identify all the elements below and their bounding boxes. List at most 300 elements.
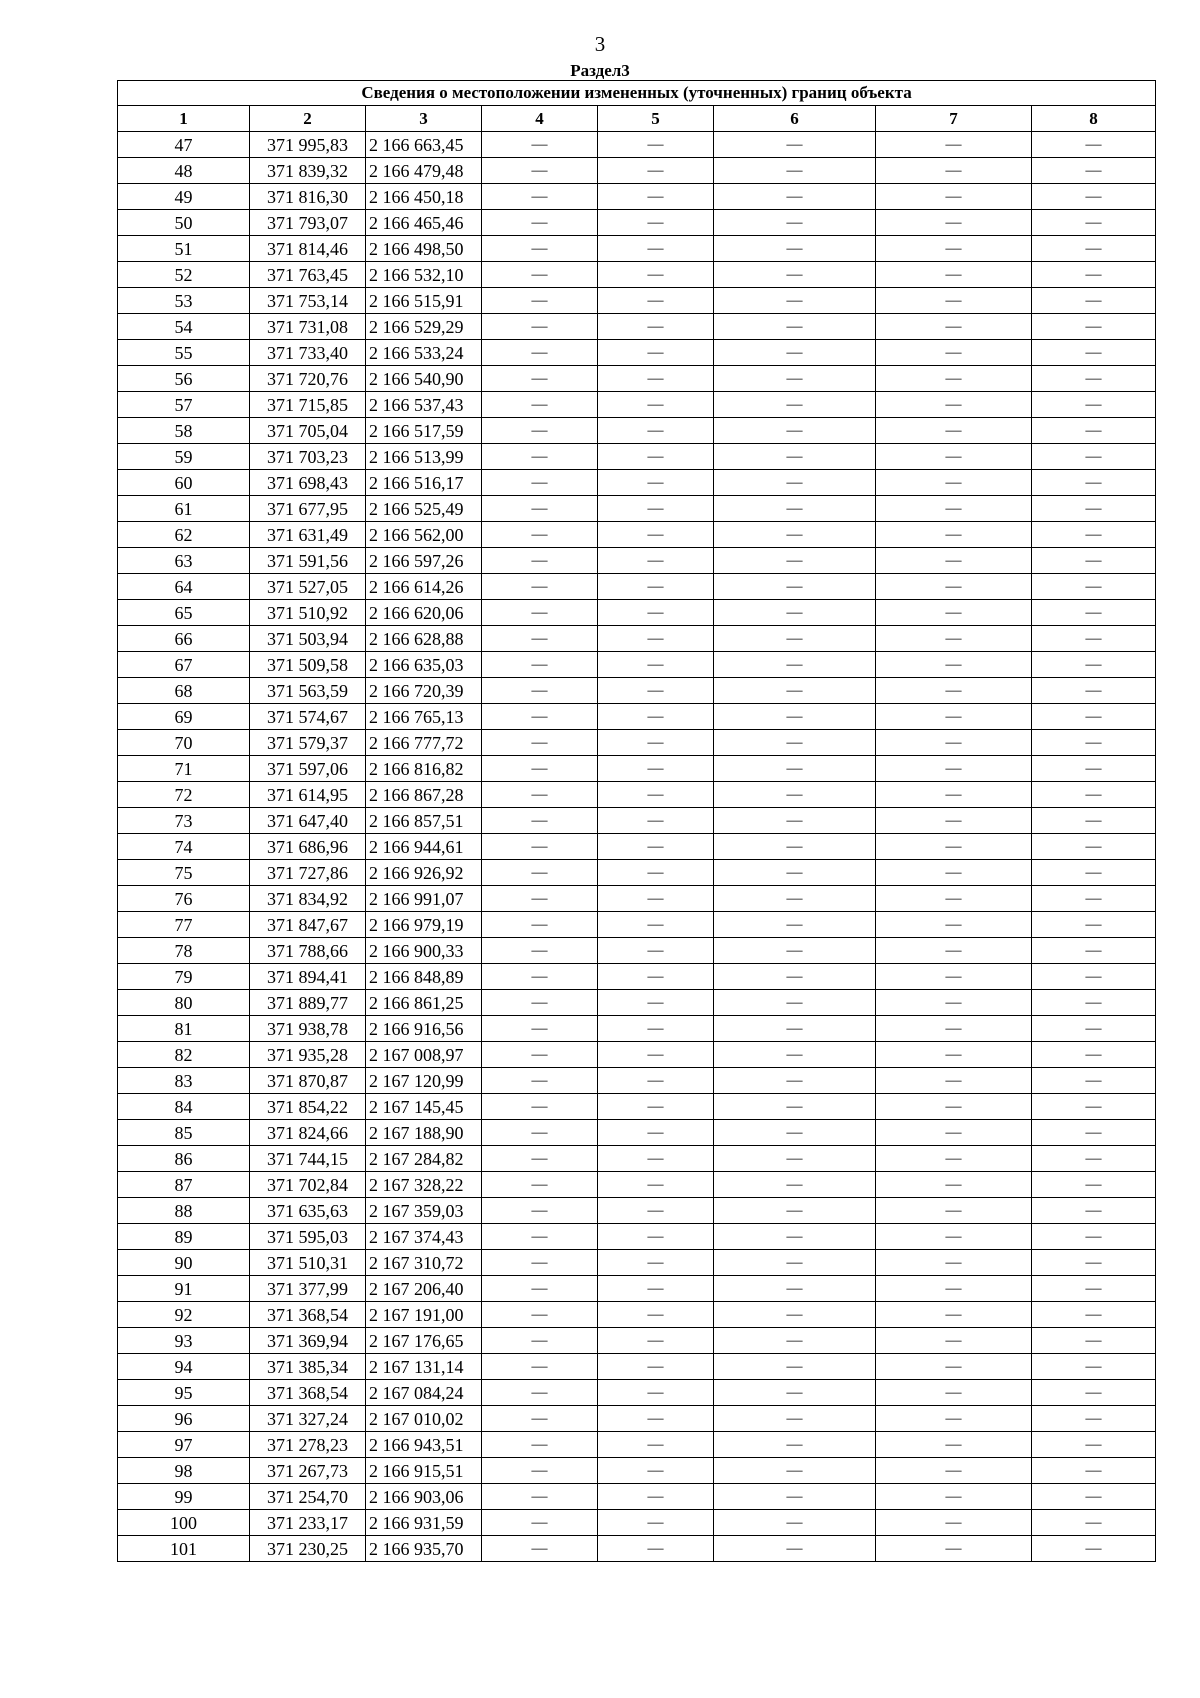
empty-value-cell: —	[714, 496, 876, 522]
empty-value-cell: —	[1032, 1432, 1156, 1458]
table-row	[118, 418, 1156, 444]
empty-value-cell: —	[876, 1224, 1032, 1250]
empty-value-cell: —	[714, 834, 876, 860]
empty-value-cell: —	[482, 444, 598, 470]
point-number-cell: 58	[118, 418, 250, 444]
empty-value-cell: —	[598, 132, 714, 158]
empty-value-cell: —	[598, 1484, 714, 1510]
table-row	[118, 756, 1156, 782]
empty-value-cell: —	[876, 964, 1032, 990]
point-number-cell: 79	[118, 964, 250, 990]
empty-value-cell: —	[876, 132, 1032, 158]
empty-value-cell: —	[876, 1068, 1032, 1094]
empty-value-cell: —	[482, 1536, 598, 1562]
empty-value-cell: —	[714, 1120, 876, 1146]
empty-value-cell: —	[482, 938, 598, 964]
empty-value-cell: —	[714, 1432, 876, 1458]
empty-value-cell: —	[482, 756, 598, 782]
table-row	[118, 366, 1156, 392]
y-coordinate-cell: 2 167 328,22	[366, 1172, 482, 1198]
empty-value-cell: —	[482, 574, 598, 600]
empty-value-cell: —	[714, 392, 876, 418]
y-coordinate-cell: 2 167 188,90	[366, 1120, 482, 1146]
empty-value-cell: —	[482, 288, 598, 314]
empty-value-cell: —	[598, 938, 714, 964]
point-number-cell: 54	[118, 314, 250, 340]
point-number-cell: 81	[118, 1016, 250, 1042]
empty-value-cell: —	[876, 782, 1032, 808]
empty-value-cell: —	[714, 184, 876, 210]
table-row	[118, 210, 1156, 236]
point-number-cell: 50	[118, 210, 250, 236]
empty-value-cell: —	[714, 1172, 876, 1198]
point-number-cell: 47	[118, 132, 250, 158]
empty-value-cell: —	[714, 314, 876, 340]
empty-value-cell: —	[1032, 1276, 1156, 1302]
point-number-cell: 94	[118, 1354, 250, 1380]
x-coordinate-cell: 371 503,94	[250, 626, 366, 652]
table-row	[118, 1276, 1156, 1302]
empty-value-cell: —	[482, 1120, 598, 1146]
x-coordinate-cell: 371 814,46	[250, 236, 366, 262]
empty-value-cell: —	[876, 1094, 1032, 1120]
empty-value-cell: —	[598, 1458, 714, 1484]
empty-value-cell: —	[482, 860, 598, 886]
empty-value-cell: —	[482, 1484, 598, 1510]
x-coordinate-cell: 371 230,25	[250, 1536, 366, 1562]
empty-value-cell: —	[482, 600, 598, 626]
x-coordinate-cell: 371 686,96	[250, 834, 366, 860]
point-number-cell: 95	[118, 1380, 250, 1406]
x-coordinate-cell: 371 698,43	[250, 470, 366, 496]
x-coordinate-cell: 371 254,70	[250, 1484, 366, 1510]
y-coordinate-cell: 2 166 532,10	[366, 262, 482, 288]
empty-value-cell: —	[1032, 990, 1156, 1016]
x-coordinate-cell: 371 368,54	[250, 1302, 366, 1328]
empty-value-cell: —	[482, 652, 598, 678]
table-row	[118, 262, 1156, 288]
y-coordinate-cell: 2 166 525,49	[366, 496, 482, 522]
empty-value-cell: —	[714, 340, 876, 366]
empty-value-cell: —	[1032, 834, 1156, 860]
point-number-cell: 70	[118, 730, 250, 756]
empty-value-cell: —	[598, 184, 714, 210]
x-coordinate-cell: 371 595,03	[250, 1224, 366, 1250]
y-coordinate-cell: 2 167 084,24	[366, 1380, 482, 1406]
empty-value-cell: —	[598, 964, 714, 990]
x-coordinate-cell: 371 703,23	[250, 444, 366, 470]
column-header-7: 7	[876, 106, 1032, 132]
empty-value-cell: —	[1032, 1250, 1156, 1276]
point-number-cell: 67	[118, 652, 250, 678]
table-row	[118, 938, 1156, 964]
empty-value-cell: —	[598, 886, 714, 912]
empty-value-cell: —	[482, 392, 598, 418]
empty-value-cell: —	[1032, 1328, 1156, 1354]
empty-value-cell: —	[1032, 1484, 1156, 1510]
table-row	[118, 1068, 1156, 1094]
empty-value-cell: —	[714, 860, 876, 886]
table-caption: Сведения о местоположении измененных (уточненных) границ объекта	[118, 81, 1156, 106]
x-coordinate-cell: 371 935,28	[250, 1042, 366, 1068]
point-number-cell: 91	[118, 1276, 250, 1302]
empty-value-cell: —	[876, 1380, 1032, 1406]
empty-value-cell: —	[598, 418, 714, 444]
empty-value-cell: —	[598, 1510, 714, 1536]
y-coordinate-cell: 2 166 465,46	[366, 210, 482, 236]
empty-value-cell: —	[876, 652, 1032, 678]
table-row	[118, 912, 1156, 938]
y-coordinate-cell: 2 166 979,19	[366, 912, 482, 938]
table-row	[118, 392, 1156, 418]
empty-value-cell: —	[876, 1302, 1032, 1328]
y-coordinate-cell: 2 167 145,45	[366, 1094, 482, 1120]
empty-value-cell: —	[714, 990, 876, 1016]
empty-value-cell: —	[1032, 444, 1156, 470]
empty-value-cell: —	[876, 600, 1032, 626]
empty-value-cell: —	[598, 782, 714, 808]
empty-value-cell: —	[714, 574, 876, 600]
x-coordinate-cell: 371 720,76	[250, 366, 366, 392]
x-coordinate-cell: 371 635,63	[250, 1198, 366, 1224]
empty-value-cell: —	[876, 1328, 1032, 1354]
y-coordinate-cell: 2 166 620,06	[366, 600, 482, 626]
point-number-cell: 65	[118, 600, 250, 626]
empty-value-cell: —	[482, 1198, 598, 1224]
empty-value-cell: —	[714, 1328, 876, 1354]
empty-value-cell: —	[598, 1406, 714, 1432]
empty-value-cell: —	[598, 652, 714, 678]
empty-value-cell: —	[1032, 210, 1156, 236]
y-coordinate-cell: 2 166 857,51	[366, 808, 482, 834]
empty-value-cell: —	[482, 184, 598, 210]
empty-value-cell: —	[482, 1354, 598, 1380]
table-row	[118, 158, 1156, 184]
empty-value-cell: —	[1032, 132, 1156, 158]
empty-value-cell: —	[876, 730, 1032, 756]
empty-value-cell: —	[598, 262, 714, 288]
point-number-cell: 90	[118, 1250, 250, 1276]
y-coordinate-cell: 2 166 926,92	[366, 860, 482, 886]
empty-value-cell: —	[876, 574, 1032, 600]
empty-value-cell: —	[598, 912, 714, 938]
empty-value-cell: —	[598, 1380, 714, 1406]
empty-value-cell: —	[482, 548, 598, 574]
point-number-cell: 73	[118, 808, 250, 834]
x-coordinate-cell: 371 677,95	[250, 496, 366, 522]
empty-value-cell: —	[876, 288, 1032, 314]
y-coordinate-cell: 2 167 374,43	[366, 1224, 482, 1250]
empty-value-cell: —	[598, 1146, 714, 1172]
table-row	[118, 496, 1156, 522]
empty-value-cell: —	[876, 834, 1032, 860]
point-number-cell: 84	[118, 1094, 250, 1120]
empty-value-cell: —	[876, 860, 1032, 886]
empty-value-cell: —	[598, 678, 714, 704]
table-row	[118, 470, 1156, 496]
point-number-cell: 85	[118, 1120, 250, 1146]
empty-value-cell: —	[598, 158, 714, 184]
point-number-cell: 59	[118, 444, 250, 470]
x-coordinate-cell: 371 369,94	[250, 1328, 366, 1354]
empty-value-cell: —	[876, 366, 1032, 392]
empty-value-cell: —	[714, 132, 876, 158]
x-coordinate-cell: 371 731,08	[250, 314, 366, 340]
empty-value-cell: —	[1032, 1068, 1156, 1094]
empty-value-cell: —	[876, 626, 1032, 652]
empty-value-cell: —	[482, 132, 598, 158]
point-number-cell: 63	[118, 548, 250, 574]
x-coordinate-cell: 371 368,54	[250, 1380, 366, 1406]
empty-value-cell: —	[1032, 1198, 1156, 1224]
x-coordinate-cell: 371 527,05	[250, 574, 366, 600]
table-row	[118, 1146, 1156, 1172]
empty-value-cell: —	[598, 522, 714, 548]
point-number-cell: 80	[118, 990, 250, 1016]
empty-value-cell: —	[714, 652, 876, 678]
empty-value-cell: —	[876, 1406, 1032, 1432]
point-number-cell: 57	[118, 392, 250, 418]
empty-value-cell: —	[482, 626, 598, 652]
empty-value-cell: —	[482, 496, 598, 522]
empty-value-cell: —	[714, 678, 876, 704]
empty-value-cell: —	[876, 938, 1032, 964]
point-number-cell: 100	[118, 1510, 250, 1536]
y-coordinate-cell: 2 166 540,90	[366, 366, 482, 392]
empty-value-cell: —	[1032, 600, 1156, 626]
empty-value-cell: —	[482, 1250, 598, 1276]
empty-value-cell: —	[714, 470, 876, 496]
empty-value-cell: —	[714, 444, 876, 470]
x-coordinate-cell: 371 889,77	[250, 990, 366, 1016]
table-row	[118, 782, 1156, 808]
column-header-6: 6	[714, 106, 876, 132]
empty-value-cell: —	[598, 340, 714, 366]
empty-value-cell: —	[876, 418, 1032, 444]
point-number-cell: 69	[118, 704, 250, 730]
empty-value-cell: —	[876, 1146, 1032, 1172]
table-row	[118, 1328, 1156, 1354]
table-row	[118, 1224, 1156, 1250]
point-number-cell: 93	[118, 1328, 250, 1354]
x-coordinate-cell: 371 385,34	[250, 1354, 366, 1380]
point-number-cell: 99	[118, 1484, 250, 1510]
empty-value-cell: —	[482, 1094, 598, 1120]
point-number-cell: 48	[118, 158, 250, 184]
y-coordinate-cell: 2 166 861,25	[366, 990, 482, 1016]
x-coordinate-cell: 371 579,37	[250, 730, 366, 756]
point-number-cell: 96	[118, 1406, 250, 1432]
empty-value-cell: —	[714, 782, 876, 808]
y-coordinate-cell: 2 166 515,91	[366, 288, 482, 314]
empty-value-cell: —	[714, 418, 876, 444]
table-row	[118, 626, 1156, 652]
empty-value-cell: —	[482, 158, 598, 184]
empty-value-cell: —	[598, 1354, 714, 1380]
empty-value-cell: —	[876, 1198, 1032, 1224]
empty-value-cell: —	[598, 1094, 714, 1120]
table-row	[118, 600, 1156, 626]
column-header-2: 2	[250, 106, 366, 132]
empty-value-cell: —	[876, 1250, 1032, 1276]
x-coordinate-cell: 371 233,17	[250, 1510, 366, 1536]
empty-value-cell: —	[598, 834, 714, 860]
table-row	[118, 1250, 1156, 1276]
empty-value-cell: —	[1032, 626, 1156, 652]
x-coordinate-cell: 371 614,95	[250, 782, 366, 808]
empty-value-cell: —	[1032, 548, 1156, 574]
empty-value-cell: —	[482, 314, 598, 340]
empty-value-cell: —	[876, 886, 1032, 912]
x-coordinate-cell: 371 715,85	[250, 392, 366, 418]
y-coordinate-cell: 2 167 010,02	[366, 1406, 482, 1432]
empty-value-cell: —	[714, 1094, 876, 1120]
empty-value-cell: —	[714, 288, 876, 314]
y-coordinate-cell: 2 166 931,59	[366, 1510, 482, 1536]
empty-value-cell: —	[1032, 184, 1156, 210]
empty-value-cell: —	[1032, 1406, 1156, 1432]
empty-value-cell: —	[598, 1172, 714, 1198]
y-coordinate-cell: 2 167 008,97	[366, 1042, 482, 1068]
table-row	[118, 1016, 1156, 1042]
x-coordinate-cell: 371 278,23	[250, 1432, 366, 1458]
point-number-cell: 76	[118, 886, 250, 912]
empty-value-cell: —	[714, 808, 876, 834]
y-coordinate-cell: 2 166 991,07	[366, 886, 482, 912]
empty-value-cell: —	[598, 1016, 714, 1042]
empty-value-cell: —	[482, 834, 598, 860]
table-row	[118, 1380, 1156, 1406]
x-coordinate-cell: 371 727,86	[250, 860, 366, 886]
empty-value-cell: —	[714, 704, 876, 730]
empty-value-cell: —	[1032, 1536, 1156, 1562]
table-row	[118, 730, 1156, 756]
empty-value-cell: —	[1032, 340, 1156, 366]
empty-value-cell: —	[1032, 236, 1156, 262]
point-number-cell: 64	[118, 574, 250, 600]
table-row	[118, 132, 1156, 158]
table-row	[118, 1432, 1156, 1458]
point-number-cell: 88	[118, 1198, 250, 1224]
empty-value-cell: —	[876, 808, 1032, 834]
x-coordinate-cell: 371 995,83	[250, 132, 366, 158]
empty-value-cell: —	[876, 1536, 1032, 1562]
empty-value-cell: —	[714, 1484, 876, 1510]
y-coordinate-cell: 2 166 816,82	[366, 756, 482, 782]
empty-value-cell: —	[598, 496, 714, 522]
empty-value-cell: —	[1032, 496, 1156, 522]
empty-value-cell: —	[876, 1484, 1032, 1510]
table-row	[118, 1094, 1156, 1120]
empty-value-cell: —	[598, 600, 714, 626]
empty-value-cell: —	[876, 496, 1032, 522]
y-coordinate-cell: 2 167 191,00	[366, 1302, 482, 1328]
point-number-cell: 75	[118, 860, 250, 886]
empty-value-cell: —	[714, 1536, 876, 1562]
table-row	[118, 808, 1156, 834]
empty-value-cell: —	[598, 1302, 714, 1328]
empty-value-cell: —	[876, 704, 1032, 730]
y-coordinate-cell: 2 166 867,28	[366, 782, 482, 808]
x-coordinate-cell: 371 574,67	[250, 704, 366, 730]
empty-value-cell: —	[876, 912, 1032, 938]
table-row	[118, 340, 1156, 366]
empty-value-cell: —	[876, 756, 1032, 782]
empty-value-cell: —	[1032, 860, 1156, 886]
table-row	[118, 522, 1156, 548]
empty-value-cell: —	[876, 1172, 1032, 1198]
empty-value-cell: —	[482, 990, 598, 1016]
point-number-cell: 71	[118, 756, 250, 782]
x-coordinate-cell: 371 788,66	[250, 938, 366, 964]
empty-value-cell: —	[714, 756, 876, 782]
empty-value-cell: —	[598, 626, 714, 652]
empty-value-cell: —	[1032, 1146, 1156, 1172]
y-coordinate-cell: 2 166 628,88	[366, 626, 482, 652]
x-coordinate-cell: 371 894,41	[250, 964, 366, 990]
empty-value-cell: —	[598, 808, 714, 834]
empty-value-cell: —	[482, 236, 598, 262]
empty-value-cell: —	[1032, 964, 1156, 990]
empty-value-cell: —	[714, 964, 876, 990]
empty-value-cell: —	[1032, 652, 1156, 678]
x-coordinate-cell: 371 816,30	[250, 184, 366, 210]
empty-value-cell: —	[598, 860, 714, 886]
point-number-cell: 72	[118, 782, 250, 808]
empty-value-cell: —	[1032, 756, 1156, 782]
x-coordinate-cell: 371 327,24	[250, 1406, 366, 1432]
point-number-cell: 49	[118, 184, 250, 210]
y-coordinate-cell: 2 166 915,51	[366, 1458, 482, 1484]
empty-value-cell: —	[1032, 1354, 1156, 1380]
empty-value-cell: —	[714, 548, 876, 574]
y-coordinate-cell: 2 166 903,06	[366, 1484, 482, 1510]
empty-value-cell: —	[482, 964, 598, 990]
empty-value-cell: —	[714, 1068, 876, 1094]
empty-value-cell: —	[1032, 678, 1156, 704]
y-coordinate-cell: 2 167 310,72	[366, 1250, 482, 1276]
empty-value-cell: —	[1032, 314, 1156, 340]
point-number-cell: 61	[118, 496, 250, 522]
y-coordinate-cell: 2 166 777,72	[366, 730, 482, 756]
point-number-cell: 92	[118, 1302, 250, 1328]
empty-value-cell: —	[598, 236, 714, 262]
empty-value-cell: —	[482, 1510, 598, 1536]
column-header-8: 8	[1032, 106, 1156, 132]
empty-value-cell: —	[1032, 808, 1156, 834]
y-coordinate-cell: 2 166 935,70	[366, 1536, 482, 1562]
y-coordinate-cell: 2 166 720,39	[366, 678, 482, 704]
y-coordinate-cell: 2 167 176,65	[366, 1328, 482, 1354]
table-row	[118, 886, 1156, 912]
empty-value-cell: —	[714, 1198, 876, 1224]
point-number-cell: 51	[118, 236, 250, 262]
empty-value-cell: —	[598, 1328, 714, 1354]
empty-value-cell: —	[876, 1510, 1032, 1536]
point-number-cell: 55	[118, 340, 250, 366]
empty-value-cell: —	[876, 1042, 1032, 1068]
empty-value-cell: —	[1032, 470, 1156, 496]
column-number-row	[118, 106, 1156, 132]
empty-value-cell: —	[1032, 1458, 1156, 1484]
empty-value-cell: —	[876, 470, 1032, 496]
x-coordinate-cell: 371 647,40	[250, 808, 366, 834]
table-row	[118, 678, 1156, 704]
x-coordinate-cell: 371 824,66	[250, 1120, 366, 1146]
empty-value-cell: —	[598, 1276, 714, 1302]
empty-value-cell: —	[1032, 886, 1156, 912]
boundary-coordinates-table	[117, 80, 1156, 1562]
